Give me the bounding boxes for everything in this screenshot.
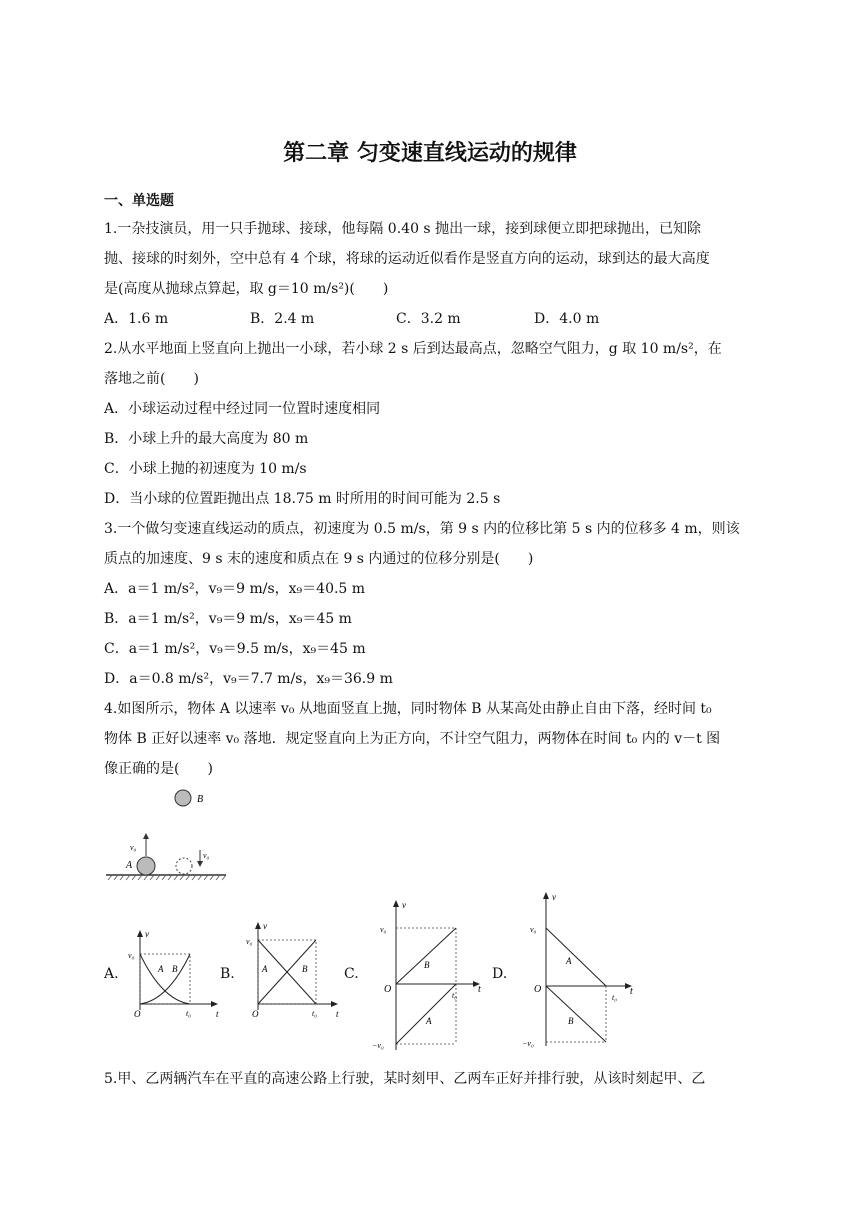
graph-a-t-label: t [216, 1009, 219, 1019]
q1-line3: 是(高度从抛球点算起，取 g＝10 m/s²)( ) [104, 281, 389, 297]
q1-option-d: D．4.0 m [534, 311, 600, 327]
graph-b-t0-label: t₀ [312, 1009, 318, 1018]
q3-option-b: B．a＝1 m/s²，v₉＝9 m/s，x₉＝45 m [104, 611, 352, 627]
graph-d-t-label: t [630, 986, 633, 997]
q2-option-b: B．小球上升的最大高度为 80 m [104, 431, 309, 447]
graph-d-line-b [546, 986, 606, 1042]
q5-line1: 5.甲、乙两辆汽车在平直的高速公路上行驶，某时刻甲、乙两车正好并排行驶，从该时刻起甲、乙 [104, 1071, 706, 1087]
q2-line1: 2.从水平地面上竖直向上抛出一小球，若小球 2 s 后到达最高点，忽略空气阻力，g 取 10 m/s²，在 [104, 341, 722, 357]
graph-b-t-arrow [331, 1001, 338, 1007]
q2-line2: 落地之前( ) [104, 371, 199, 387]
graph-a-b-label: B [172, 964, 178, 974]
ball-a [137, 857, 155, 875]
q1-options [104, 304, 764, 334]
q2-option-d: D．当小球的位置距抛出点 18.75 m 时所用的时间可能为 2.5 s [104, 491, 501, 507]
graph-c-v0-label: v₀ [380, 925, 387, 934]
ball-b [175, 790, 191, 806]
q1-line1: 1.一杂技演员，用一只手抛球、接球，他每隔 0.40 s 抛出一球，接到球便立即把球抛出，已知除 [104, 221, 702, 237]
graph-a-o-label: O [134, 1009, 141, 1019]
graph-c-o-label: O [384, 984, 392, 995]
graph-c-t0-label: t₀ [452, 991, 458, 1000]
ball-b-label: B [197, 794, 204, 805]
ball-b-v0-label: v₀ [203, 851, 210, 860]
q2-option-c: C．小球上抛的初速度为 10 m/s [104, 461, 307, 477]
graph-d-line-a [546, 928, 606, 986]
graph-a-dashed-box [140, 954, 190, 1004]
graph-b-b-label: B [302, 964, 308, 974]
option-b-letter: B. [220, 966, 235, 982]
setup-figure [100, 780, 240, 890]
graph-d-v-arrow [543, 892, 549, 899]
arrow-down-head [197, 861, 203, 867]
graph-a-a-label: A [158, 964, 164, 974]
q2-option-a: A．小球运动过程中经过同一位置时速度相同 [104, 401, 381, 417]
graph-d-neg-v0-label: −v₀ [522, 1039, 534, 1048]
graph-c [366, 894, 490, 1054]
ball-a-label: A [126, 860, 133, 871]
graph-b-v-label: v [263, 921, 267, 931]
section-heading: 一、单选题 [104, 193, 174, 209]
graph-a-curve-a [140, 954, 190, 1004]
option-a-letter: A. [104, 966, 119, 982]
graph-d-t0-label: t₀ [612, 993, 618, 1002]
graph-d-o-label: O [534, 984, 542, 995]
q3-line1: 3.一个做匀变速直线运动的质点，初速度为 0.5 m/s，第 9 s 内的位移比第 5 s 内的位移多 4 m，则该 [104, 521, 740, 537]
graph-a-v-label: v [145, 929, 149, 939]
graph-c-neg-v0-label: −v₀ [372, 1041, 384, 1050]
q3-option-d: D．a＝0.8 m/s²，v₉＝7.7 m/s，x₉＝36.9 m [104, 671, 393, 687]
graph-a-t-arrow [211, 1001, 218, 1007]
graph-b-a-label: A [262, 964, 268, 974]
graph-a-t0-label: t₀ [186, 1009, 192, 1018]
graph-c-line-b [396, 928, 456, 984]
ball-a-v0-label: v₀ [130, 843, 137, 852]
q1-option-a: A．1.6 m [104, 311, 169, 327]
graph-c-v-arrow [393, 900, 399, 907]
q4-line3: 像正确的是( ) [104, 761, 213, 777]
graph-a-v-arrow [137, 930, 143, 937]
graph-c-v-label: v [402, 900, 406, 910]
graph-c-b-label: B [424, 960, 430, 970]
graph-d-v-label: v [552, 892, 556, 902]
q1-option-b: B．2.4 m [250, 311, 315, 327]
graph-c-line-a [396, 984, 456, 1044]
graph-d-a-label: A [566, 956, 572, 966]
q4-line2: 物体 B 正好以速率 v₀ 落地．规定竖直向上为正方向，不计空气阻力，两物体在时间 t₀ 内的 v－t 图 [104, 731, 721, 747]
option-d-letter: D. [492, 966, 508, 982]
q1-line2: 抛、接球的时刻外，空中总有 4 个球，将球的运动近似看作是竖直方向的运动，球到达的最大高度 [104, 251, 710, 267]
graph-b-t-label: t [336, 1009, 339, 1019]
graph-d [516, 884, 644, 1050]
q1-option-c: C．3.2 m [396, 311, 461, 327]
graph-a [120, 928, 226, 1020]
graph-b-v-arrow [255, 922, 261, 929]
graph-c-t-label: t [478, 984, 481, 995]
graph-b-o-label: O [252, 1009, 259, 1019]
graph-d-b-label: B [568, 1016, 574, 1026]
ball-b-landing [176, 858, 192, 874]
q3-line2: 质点的加速度、9 s 末的速度和质点在 9 s 内通过的位移分别是( ) [104, 551, 534, 567]
graph-d-v0-label: v₀ [530, 925, 537, 934]
graph-b [238, 918, 348, 1022]
q3-option-a: A．a＝1 m/s²，v₉＝9 m/s，x₉＝40.5 m [104, 581, 366, 597]
arrow-up-head [143, 833, 149, 839]
graph-a-v0-label: v₀ [128, 951, 135, 960]
q3-option-c: C．a＝1 m/s²，v₉＝9.5 m/s，x₉＝45 m [104, 641, 366, 657]
page-title: 第二章 匀变速直线运动的规律 [283, 141, 577, 166]
graph-a-curve-b [140, 954, 190, 1004]
graph-b-v0-label: v₀ [246, 937, 253, 946]
option-c-letter: C. [344, 966, 359, 982]
graph-c-a-label: A [426, 1016, 432, 1026]
q4-line1: 4.如图所示，物体 A 以速率 v₀ 从地面竖直上抛，同时物体 B 从某高处由静止自由下落，经时间 t₀ [104, 701, 712, 717]
